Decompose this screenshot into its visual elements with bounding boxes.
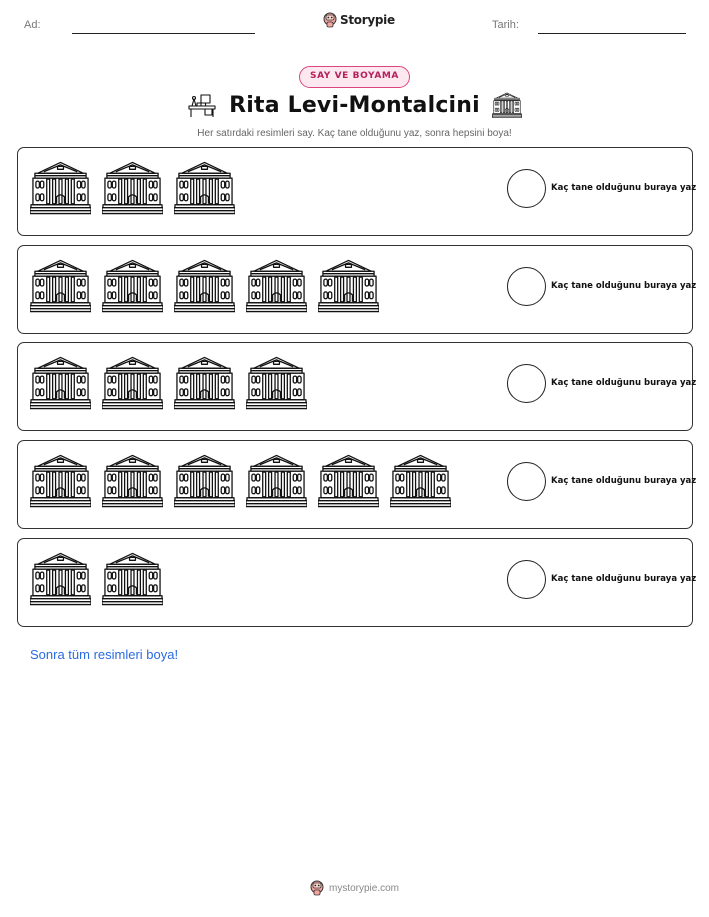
- answer-circle[interactable]: [507, 267, 546, 306]
- picture-group: [30, 551, 163, 606]
- picture-group: [30, 258, 379, 313]
- site-footer: [0, 880, 709, 896]
- answer-hint: Kaç tane olduğunu buraya yaz: [551, 574, 697, 584]
- counting-row: [17, 147, 697, 236]
- counting-row: [17, 245, 697, 334]
- museum-building-icon: [492, 92, 522, 118]
- name-label: Ad:: [24, 19, 41, 31]
- answer-hint: Kaç tane olduğunu buraya yaz: [551, 378, 697, 388]
- museum-building-icon[interactable]: [102, 160, 163, 215]
- museum-building-icon[interactable]: [246, 355, 307, 410]
- counting-row: [17, 342, 697, 431]
- museum-building-icon[interactable]: [246, 258, 307, 313]
- answer-circle[interactable]: [507, 364, 546, 403]
- coloring-instruction: Sonra tüm resimleri boya!: [30, 647, 179, 662]
- museum-building-icon[interactable]: [30, 258, 91, 313]
- museum-building-icon[interactable]: [102, 355, 163, 410]
- answer-circle[interactable]: [507, 169, 546, 208]
- museum-building-icon[interactable]: [390, 453, 451, 508]
- picture-group: [30, 355, 307, 410]
- answer-hint: Kaç tane olduğunu buraya yaz: [551, 183, 697, 193]
- answer-hint: Kaç tane olduğunu buraya yaz: [551, 476, 697, 486]
- museum-building-icon[interactable]: [30, 453, 91, 508]
- museum-building-icon[interactable]: [102, 453, 163, 508]
- date-write-line[interactable]: [538, 33, 686, 34]
- museum-building-icon[interactable]: [102, 258, 163, 313]
- title-row: [0, 92, 709, 118]
- storypie-mascot-icon: [310, 880, 324, 896]
- museum-building-icon[interactable]: [246, 453, 307, 508]
- picture-group: [30, 160, 235, 215]
- museum-building-icon[interactable]: [318, 258, 379, 313]
- answer-circle[interactable]: [507, 560, 546, 599]
- logo-text: Storypie: [340, 13, 395, 27]
- museum-building-icon[interactable]: [30, 160, 91, 215]
- picture-group: [30, 453, 451, 508]
- museum-building-icon[interactable]: [174, 453, 235, 508]
- museum-building-icon[interactable]: [30, 355, 91, 410]
- answer-hint: Kaç tane olduğunu buraya yaz: [551, 281, 697, 291]
- museum-building-icon[interactable]: [174, 258, 235, 313]
- name-write-line[interactable]: [72, 33, 255, 34]
- museum-building-icon[interactable]: [318, 453, 379, 508]
- museum-building-icon[interactable]: [174, 160, 235, 215]
- answer-circle[interactable]: [507, 462, 546, 501]
- counting-row: [17, 538, 697, 627]
- storypie-mascot-icon: [323, 12, 337, 28]
- museum-building-icon[interactable]: [102, 551, 163, 606]
- desk-icon: [187, 92, 217, 118]
- counting-row: [17, 440, 697, 529]
- museum-building-icon[interactable]: [30, 551, 91, 606]
- date-label: Tarih:: [492, 19, 519, 31]
- page-title: Rita Levi-Montalcini: [229, 92, 480, 118]
- instructions-text: Her satırdaki resimleri say. Kaç tane olduğunu yaz, sonra hepsini boya!: [197, 128, 512, 139]
- storypie-logo: [323, 12, 395, 28]
- activity-badge: SAY VE BOYAMA: [299, 66, 410, 88]
- site-url: mystorypie.com: [328, 882, 399, 894]
- museum-building-icon[interactable]: [174, 355, 235, 410]
